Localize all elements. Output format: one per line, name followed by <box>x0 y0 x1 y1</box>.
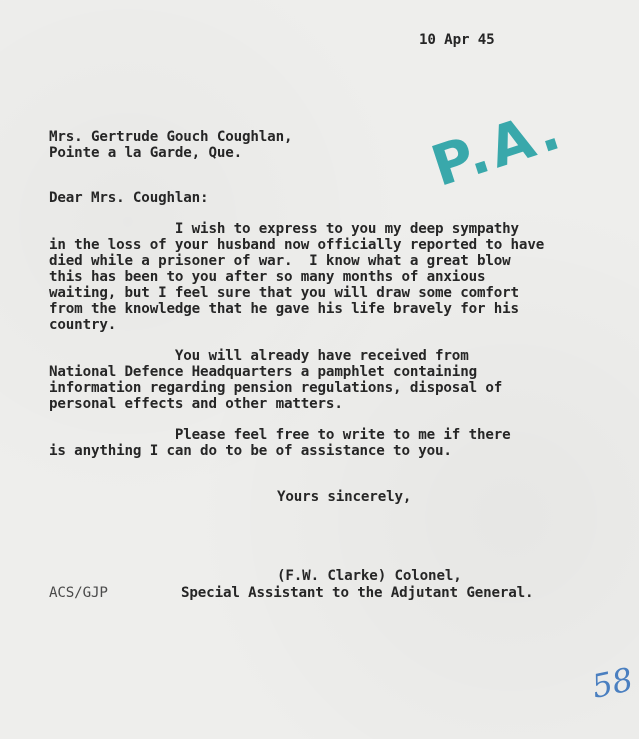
paragraph3-line: is anything I can do to be of assistance to you. <box>49 443 452 459</box>
reference-code: ACS/GJP <box>49 585 108 601</box>
stamp-text: P.A. <box>424 96 572 200</box>
recipient-name: Mrs. Gertrude Gouch Coughlan, <box>49 129 293 145</box>
paragraph1-line: I wish to express to you my deep sympathy <box>49 221 519 237</box>
paragraph1-line: from the knowledge that he gave his life bravely for his <box>49 301 519 317</box>
pa-stamp <box>424 88 572 200</box>
paragraph3-line: Please feel free to write to me if there <box>49 427 511 443</box>
paragraph2-line: personal effects and other matters. <box>49 396 343 412</box>
letter-date: 10 Apr 45 <box>419 32 495 48</box>
page-number: 58 <box>588 660 637 706</box>
paragraph1-line: in the loss of your husband now officially reported to have <box>49 237 545 253</box>
closing: Yours sincerely, <box>277 489 412 505</box>
paragraph2-line: information regarding pension regulations, disposal of <box>49 380 503 396</box>
paragraph1-line: this has been to you after so many months of anxious <box>49 269 486 285</box>
paragraph1-line: country. <box>49 317 117 333</box>
signatory-title: Special Assistant to the Adjutant General. <box>181 585 534 601</box>
recipient-place: Pointe a la Garde, Que. <box>49 145 243 161</box>
paragraph2-line: You will already have received from <box>49 348 469 364</box>
paragraph1-line: died while a prisoner of war. I know what a great blow <box>49 253 511 269</box>
signatory: (F.W. Clarke) Colonel, <box>277 568 462 584</box>
salutation: Dear Mrs. Coughlan: <box>49 190 209 206</box>
paragraph1-line: waiting, but I feel sure that you will draw some comfort <box>49 285 519 301</box>
paragraph2-line: National Defence Headquarters a pamphlet containing <box>49 364 477 380</box>
